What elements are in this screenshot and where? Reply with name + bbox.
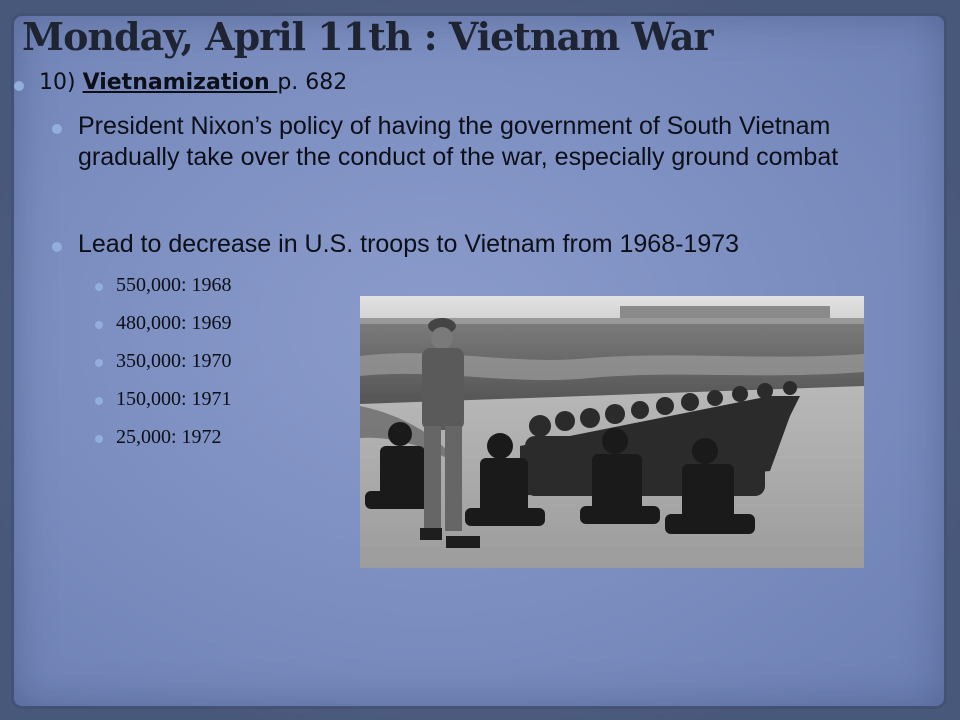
bullet-icon: [95, 359, 103, 367]
slide-title: Monday, April 11th : Vietnam War: [22, 14, 713, 59]
troop-level-text: 150,000: 1971: [116, 388, 232, 410]
page-reference: p. 682: [277, 70, 348, 95]
bullet-icon: [95, 397, 103, 405]
bullet-icon: [14, 81, 24, 91]
bullet-vietnamization: [14, 70, 347, 95]
sub-bullet-definition: [52, 111, 932, 173]
troop-level-item: [95, 426, 222, 449]
definition-text: President Nixon’s policy of having the government of South Vietnam gradually take over the conduct of the war, especially ground combat: [78, 112, 839, 171]
sub-bullet-troop-decrease: [52, 229, 932, 260]
historical-photo: [360, 296, 864, 568]
term-vietnamization: Vietnamization: [82, 70, 278, 95]
bullet-icon: [95, 321, 103, 329]
troop-level-text: 480,000: 1969: [116, 312, 232, 334]
soldiers-photo-illustration: [360, 296, 864, 568]
bullet-text: [39, 70, 347, 95]
troop-level-text: 25,000: 1972: [116, 426, 222, 448]
bullet-icon: [52, 242, 62, 252]
bullet-icon: [95, 435, 103, 443]
troop-level-item: [95, 274, 232, 297]
troop-level-item: [95, 388, 232, 411]
troop-level-text: 550,000: 1968: [116, 274, 232, 296]
troop-level-item: [95, 312, 232, 335]
bullet-number: 10): [39, 70, 83, 95]
troop-level-item: [95, 350, 232, 373]
troop-level-text: 350,000: 1970: [116, 350, 232, 372]
troop-decrease-text: Lead to decrease in U.S. troops to Vietnam from 1968-1973: [78, 230, 740, 258]
bullet-icon: [95, 283, 103, 291]
bullet-icon: [52, 124, 62, 134]
